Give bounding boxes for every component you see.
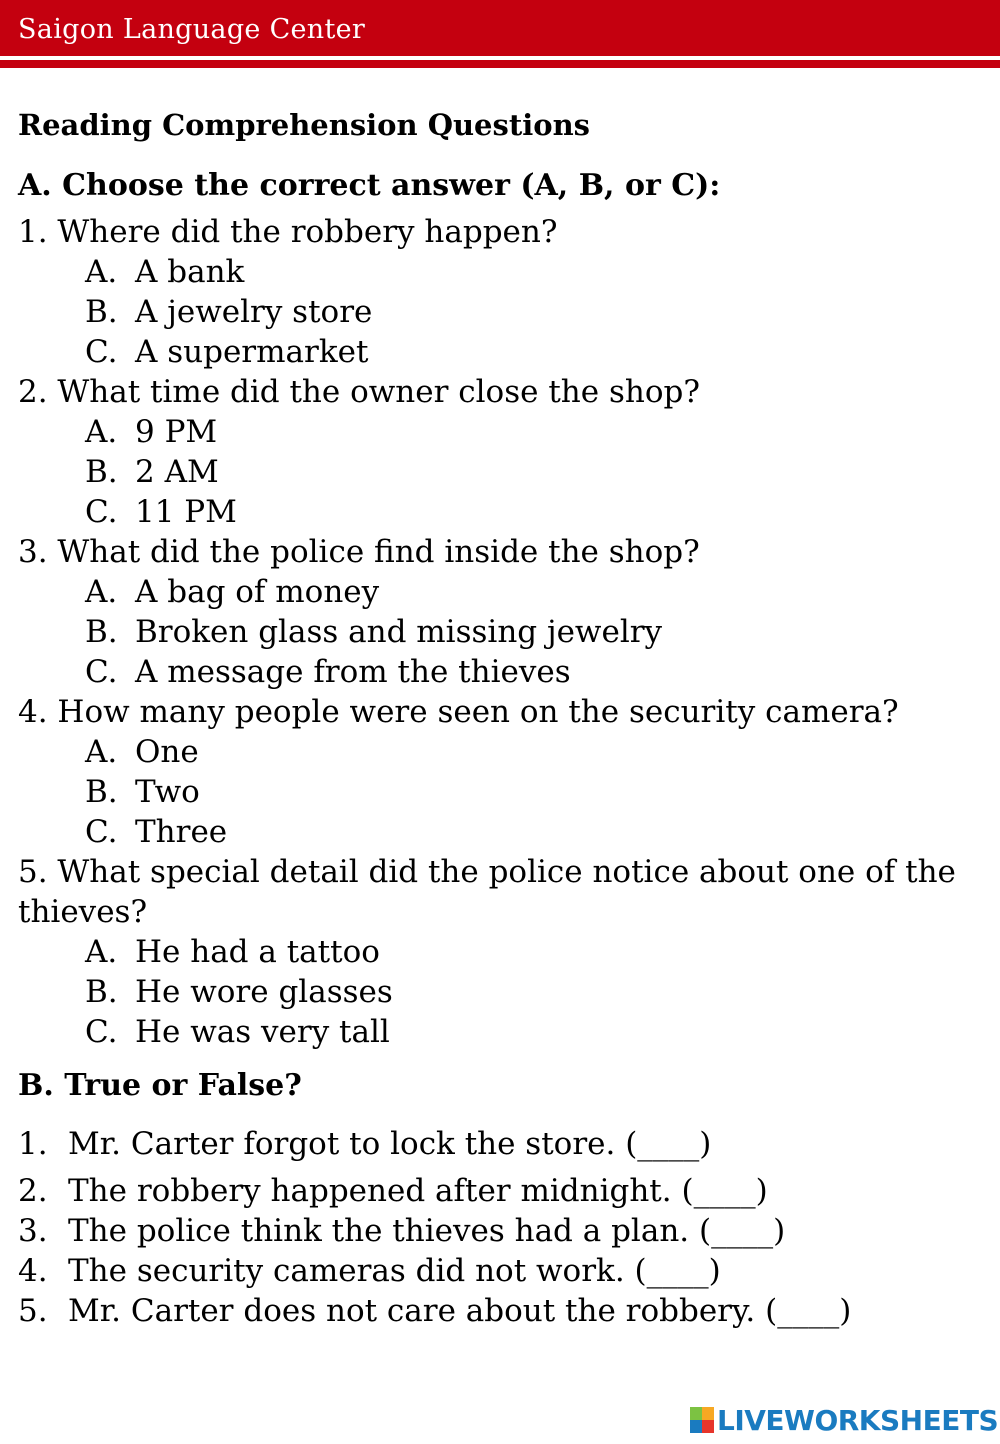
question-list — [18, 212, 993, 1052]
worksheet-title: Reading Comprehension Questions — [18, 108, 590, 142]
answer-option — [18, 292, 993, 332]
answer-option — [18, 772, 993, 812]
answer-option — [18, 492, 993, 532]
true-false-item — [18, 1126, 711, 1162]
option-letter: A. — [85, 254, 118, 290]
option-text: A bag of money — [135, 574, 380, 610]
option-text: Two — [135, 774, 200, 810]
option-letter: B. — [85, 974, 118, 1010]
header-bar — [0, 0, 1000, 56]
item-statement: The security cameras did not work. (____) — [68, 1253, 721, 1289]
option-letter: A. — [85, 734, 118, 770]
item-number: 5. — [18, 1293, 48, 1329]
option-letter: B. — [85, 454, 118, 490]
true-false-item — [18, 1173, 768, 1209]
true-false-item — [18, 1253, 721, 1289]
option-text: He wore glasses — [135, 974, 393, 1010]
true-false-item — [18, 1213, 785, 1249]
option-letter: A. — [85, 414, 118, 450]
option-text: He was very tall — [135, 1014, 390, 1050]
answer-option — [18, 252, 993, 292]
option-text: A supermarket — [135, 334, 369, 370]
option-text: Three — [135, 814, 228, 850]
header-divider — [0, 60, 1000, 68]
option-letter: C. — [85, 494, 118, 530]
question-text: 5. What special detail did the police notice about one of the thieves? — [18, 854, 956, 930]
option-letter: B. — [85, 614, 118, 650]
answer-option — [18, 932, 993, 972]
option-text: A jewelry store — [135, 294, 373, 330]
option-text: 11 PM — [135, 494, 237, 530]
answer-option — [18, 572, 993, 612]
item-number: 1. — [18, 1126, 48, 1162]
logo-text: LIVEWORKSHEETS — [717, 1403, 999, 1437]
answer-option — [18, 412, 993, 452]
answer-option — [18, 452, 993, 492]
question-text: 3. What did the police find inside the shop? — [18, 534, 700, 570]
option-letter: C. — [85, 654, 118, 690]
answer-option — [18, 812, 993, 852]
answer-option — [18, 972, 993, 1012]
answer-option — [18, 332, 993, 372]
option-text: A message from the thieves — [135, 654, 571, 690]
option-text: One — [135, 734, 199, 770]
option-letter: B. — [85, 294, 118, 330]
section-b-title: B. True or False? — [18, 1068, 302, 1103]
item-statement: Mr. Carter does not care about the robbery. (____) — [68, 1293, 852, 1329]
item-statement: The police think the thieves had a plan. (____) — [68, 1213, 786, 1249]
liveworksheets-logo — [690, 1402, 998, 1438]
option-letter: C. — [85, 1014, 118, 1050]
question-text: 4. How many people were seen on the security camera? — [18, 694, 899, 730]
item-number: 2. — [18, 1173, 48, 1209]
option-text: 9 PM — [135, 414, 218, 450]
item-number: 4. — [18, 1253, 48, 1289]
answer-option — [18, 1012, 993, 1052]
logo-icon — [690, 1407, 714, 1433]
option-letter: B. — [85, 774, 118, 810]
option-letter: C. — [85, 334, 118, 370]
option-text: A bank — [135, 254, 245, 290]
item-statement: The robbery happened after midnight. (____) — [68, 1173, 768, 1209]
true-false-item — [18, 1293, 851, 1329]
option-text: He had a tattoo — [135, 934, 380, 970]
answer-option — [18, 652, 993, 692]
item-number: 3. — [18, 1213, 48, 1249]
answer-option — [18, 732, 993, 772]
option-text: 2 AM — [135, 454, 219, 490]
question-text: 1. Where did the robbery happen? — [18, 214, 558, 250]
header-title: Saigon Language Center — [18, 14, 366, 45]
answer-option — [18, 612, 993, 652]
option-letter: A. — [85, 934, 118, 970]
question-text: 2. What time did the owner close the shop? — [18, 374, 700, 410]
option-letter: C. — [85, 814, 118, 850]
item-statement: Mr. Carter forgot to lock the store. (____) — [68, 1126, 712, 1162]
option-letter: A. — [85, 574, 118, 610]
section-a-title: A. Choose the correct answer (A, B, or C): — [18, 168, 721, 203]
option-text: Broken glass and missing jewelry — [135, 614, 663, 650]
